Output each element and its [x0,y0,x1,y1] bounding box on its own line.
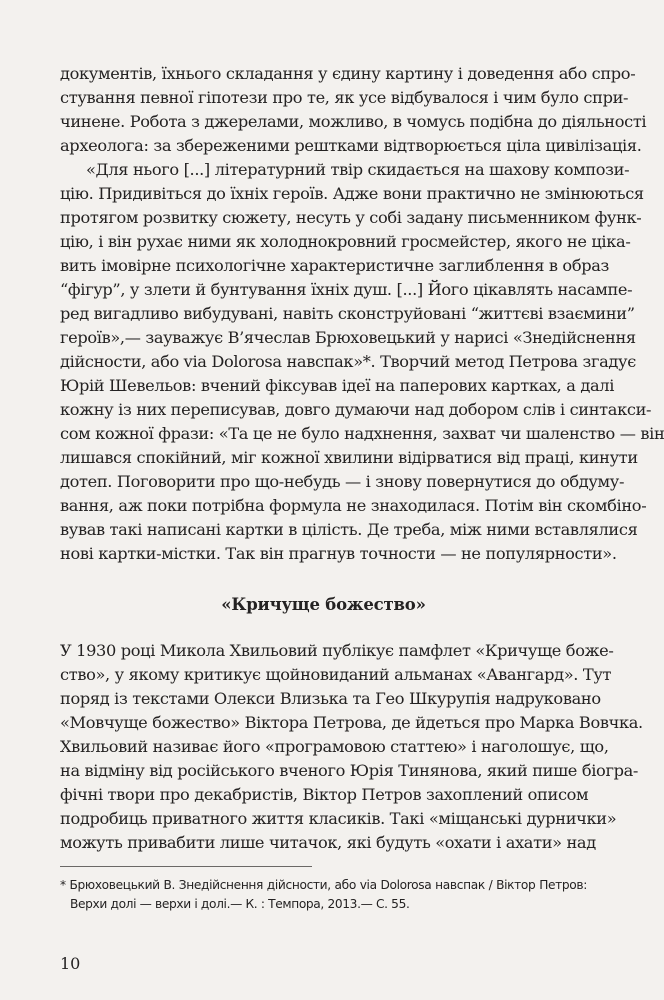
paragraph-section-start [60,639,643,855]
text-line: нові картки-містки. Так він прагнув точности — не популярности». [60,544,617,563]
text-line: Хвильовий називає його «програмовою статтею» і наголошує, що, [60,737,609,756]
text-line: дотеп. Поговорити про що-небудь — і знову повернутися до обдуму- [60,472,625,491]
page-number: 10 [60,954,81,973]
text-line: лишався спокійний, міг кожної хвилини відірватися від праці, кинути [60,448,638,467]
text-line: дійсности, або via Dolorosa навспак»*. Творчий метод Петрова згадує [60,352,636,371]
text-line: вить імовірне психологічне характеристичне заглиблення в образ [60,256,610,275]
text-line: фічні твори про декабристів, Віктор Петров захоплений описом [60,785,589,804]
text-line: сом кожної фрази: «Та це не було надхнення, захват чи шаленство — він [60,424,664,443]
text-line: на відміну від російського вченого Юрія Тинянова, який пише біогра- [60,761,639,780]
section-heading: «Кричуще божество» [221,595,426,614]
footnote-line: * Брюховецький В. Знедійснення дійсности, або via Dolorosa навспак / Віктор Петров: [60,878,587,892]
text-line: стування певної гіпотези про те, як усе відбувалося і чим було спри- [60,88,629,107]
footnote-divider [60,866,312,867]
text-line: археолога: за збереженими рештками відтворюється ціла цивілізація. [60,136,642,155]
text-line: цію. Придивіться до їхніх героїв. Адже вони практично не змінюються [60,184,644,203]
text-line: можуть привабити лише читачок, які будуть «охати і ахати» над [60,833,596,852]
text-line: Юрій Шевельов: вчений фіксував ідеї на паперових картках, а далі [60,376,615,395]
text-line: ство», у якому критикує щойновиданий альманах «Авангард». Тут [60,665,612,684]
paragraph-continuation [60,62,647,158]
text-line: ред вигадливо вибудувані, навіть сконструйовані “життєві взаємини” [60,304,635,323]
body-text-upper [60,62,664,566]
text-line: «Для нього [...] літературний твір скидається на шахову компози- [86,160,630,179]
text-line: цію, і він рухає ними як холоднокровний гросмейстер, якого не ціка- [60,232,631,251]
text-line: вання, аж поки потрібна формула не знаходилася. Потім він скомбіно- [60,496,647,515]
body-text-lower [60,639,643,855]
text-line: “фігур”, у злети й бунтування їхніх душ. [...] Його цікавлять насампе- [60,280,633,299]
paragraph-quotation [60,158,664,566]
text-line: кожну із них переписував, довго думаючи над добором слів і синтакси- [60,400,652,419]
text-line: чинене. Робота з джерелами, можливо, в чомусь подібна до діяльності [60,112,647,131]
text-line: документів, їхнього складання у єдину картину і доведення або спро- [60,64,636,83]
text-line: «Мовчуще божество» Віктора Петрова, де йдеться про Марка Вовчка. [60,713,643,732]
footnote [60,876,587,914]
text-line: У 1930 році Микола Хвильовий публікує памфлет «Кричуще боже- [60,641,614,660]
text-line: подробиць приватного життя класиків. Такі «міщанські дурнички» [60,809,617,828]
text-line: вував такі написані картки в цілість. Де треба, між ними вставлялися [60,520,638,539]
text-line: поряд із текстами Олекси Влизька та Гео Шкурупія надруковано [60,689,601,708]
text-line: протягом розвитку сюжету, несуть у собі задану письменником функ- [60,208,642,227]
footnote-line: Верхи долі — верхи і долі.— К. : Темпора, 2013.— С. 55. [70,897,410,911]
text-line: героїв»,— зауважує В’ячеслав Брюховецький у нарисі «Знедійснення [60,328,636,347]
